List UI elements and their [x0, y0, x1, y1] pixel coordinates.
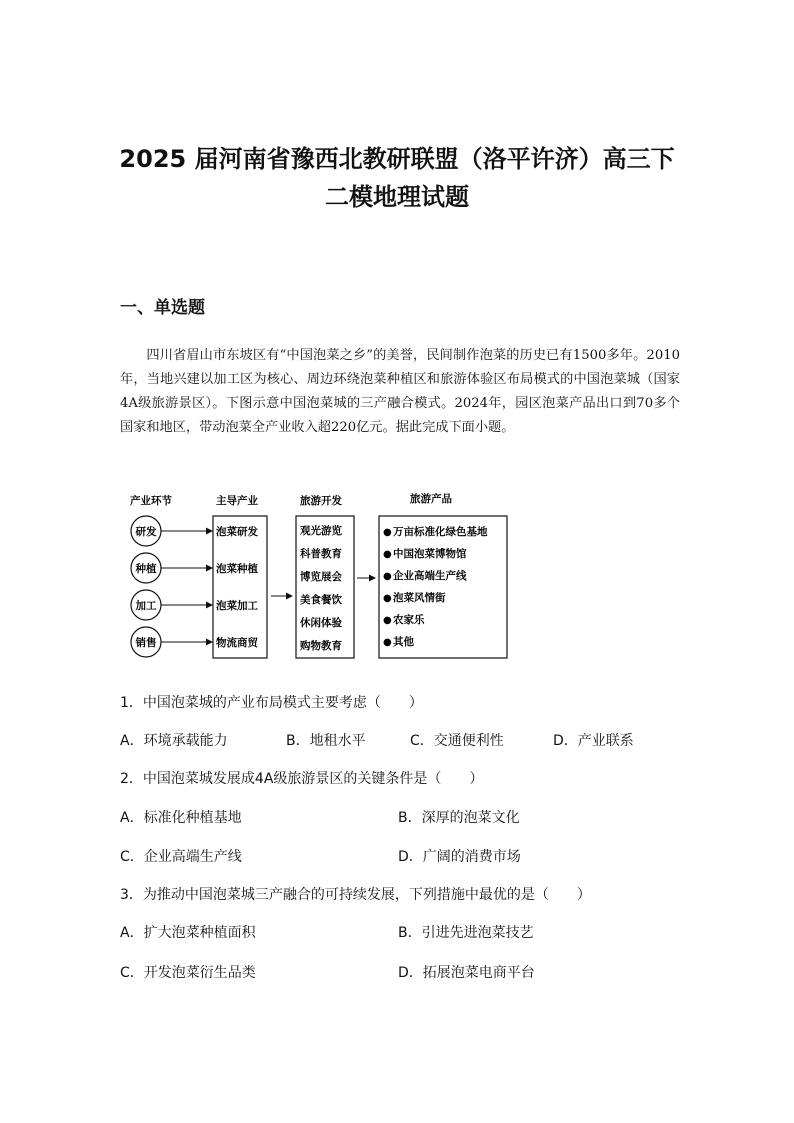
reading-passage	[120, 344, 680, 440]
leading-item: 物流商贸	[216, 637, 258, 649]
product-bullet: ●	[383, 637, 392, 648]
product-item: 企业高端生产线	[393, 570, 467, 582]
answer-option[interactable]: D．广阔的消费市场	[398, 849, 521, 865]
answer-option[interactable]: C．交通便利性	[410, 733, 504, 749]
answer-option[interactable]: A．标准化种植基地	[120, 810, 242, 826]
tourism-item: 休闲体验	[300, 617, 342, 629]
tourism-development-box	[296, 516, 354, 658]
tourism-item: 美食餐饮	[300, 594, 342, 606]
question-stem: 1．中国泡菜城的产业布局模式主要考虑（ ）	[120, 695, 423, 711]
chain-node	[131, 516, 161, 546]
leading-item: 泡菜研发	[216, 526, 258, 538]
header-chain: 产业环节	[130, 495, 172, 507]
chain-node	[131, 627, 161, 657]
product-bullet: ●	[383, 615, 392, 626]
product-bullet: ●	[383, 527, 392, 538]
answer-option[interactable]: B．引进先进泡菜技艺	[398, 925, 534, 941]
chain-label: 销售	[135, 637, 157, 649]
tourism-item: 观光游览	[300, 525, 342, 537]
chain-label: 加工	[135, 600, 157, 612]
answer-option[interactable]: C．企业高端生产线	[120, 849, 242, 865]
product-bullet: ●	[383, 593, 392, 604]
title-line-1: 2025 届河南省豫西北教研联盟（洛平许济）高三下	[119, 145, 675, 173]
answer-option[interactable]: A．环境承载能力	[120, 733, 228, 749]
tourism-item: 博览展会	[300, 571, 342, 583]
answer-option[interactable]: A．扩大泡菜种植面积	[120, 925, 256, 941]
leading-item: 泡菜加工	[216, 600, 258, 612]
chain-label: 研发	[135, 526, 157, 538]
product-item: 其他	[393, 636, 414, 648]
answer-option[interactable]: B．深厚的泡菜文化	[398, 810, 520, 826]
title-line-2: 二模地理试题	[325, 183, 469, 211]
page-title	[0, 140, 794, 216]
chain-node	[131, 590, 161, 620]
chain-label: 种植	[135, 563, 157, 575]
product-item: 万亩标准化绿色基地	[393, 526, 488, 538]
chain-node	[131, 553, 161, 583]
answer-option[interactable]: D．产业联系	[553, 733, 634, 749]
passage-text: 四川省眉山市东坡区有“中国泡菜之乡”的美誉，民间制作泡菜的历史已有1500多年。2010年，当地兴建以加工区为核心、周边环绕泡菜种植区和旅游体验区布局模式的中国泡菜城（国家4A级旅游景区）。下图示意中国泡菜城的三产融合模式。2024年，园区泡菜产品出口到70多个国家和地区，带动泡菜全产业收入超220亿元。据此完成下面小题。	[120, 348, 680, 435]
question-stem: 2．中国泡菜城发展成4A级旅游景区的关键条件是（ ）	[120, 771, 484, 787]
header-leading: 主导产业	[216, 495, 258, 507]
tourism-item: 购物教育	[300, 640, 342, 652]
product-bullet: ●	[383, 571, 392, 582]
section-heading: 一、单选题	[120, 298, 205, 318]
product-item: 泡菜风情街	[393, 592, 446, 604]
answer-option[interactable]: D．拓展泡菜电商平台	[398, 965, 535, 981]
product-item: 中国泡菜博物馆	[393, 548, 467, 560]
tourism-item: 科普教育	[300, 548, 342, 560]
product-bullet: ●	[383, 549, 392, 560]
header-tourism: 旅游开发	[300, 495, 342, 507]
header-products: 旅游产品	[410, 493, 452, 505]
industry-integration-diagram	[120, 490, 520, 665]
answer-option[interactable]: B．地租水平	[286, 733, 366, 749]
product-item: 农家乐	[393, 614, 425, 626]
question-stem: 3．为推动中国泡菜城三产融合的可持续发展，下列措施中最优的是（ ）	[120, 887, 591, 903]
leading-item: 泡菜种植	[216, 563, 258, 575]
answer-option[interactable]: C．开发泡菜衍生品类	[120, 965, 256, 981]
